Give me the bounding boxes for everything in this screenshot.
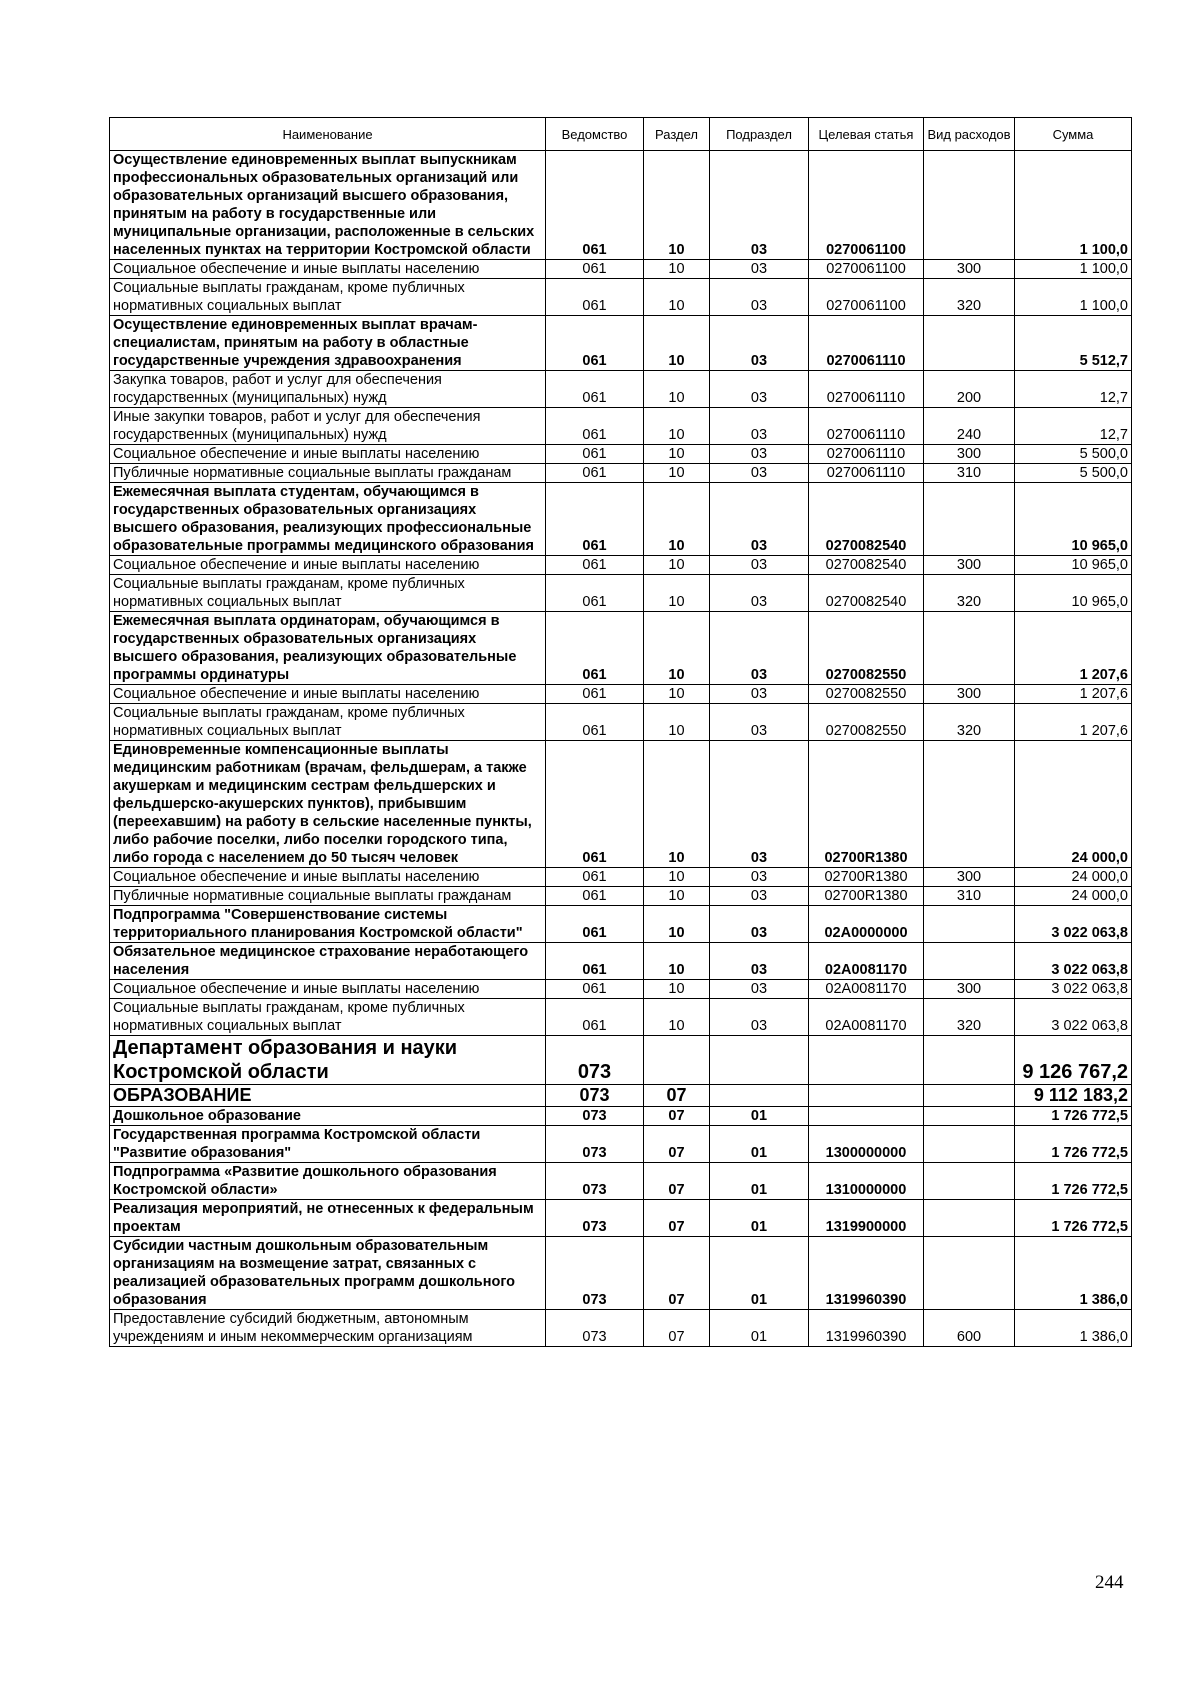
cell-section: 10 (644, 887, 710, 906)
cell-section: 10 (644, 408, 710, 445)
cell-dept: 061 (546, 887, 644, 906)
cell-dept: 073 (546, 1237, 644, 1310)
budget-table (109, 117, 1132, 1347)
cell-target: 1310000000 (809, 1163, 924, 1200)
cell-section: 10 (644, 704, 710, 741)
cell-type: 300 (924, 980, 1015, 999)
table-row (110, 408, 1132, 445)
table-row (110, 887, 1132, 906)
table-row (110, 1310, 1132, 1347)
cell-target: 1319960390 (809, 1237, 924, 1310)
cell-subsection: 01 (710, 1163, 809, 1200)
cell-subsection: 01 (710, 1200, 809, 1237)
cell-target (809, 1085, 924, 1107)
table-row (110, 316, 1132, 371)
cell-target: 02А0000000 (809, 906, 924, 943)
cell-dept: 061 (546, 371, 644, 408)
cell-dept: 061 (546, 906, 644, 943)
cell-type (924, 151, 1015, 260)
cell-name: ОБРАЗОВАНИЕ (110, 1085, 546, 1107)
cell-dept: 061 (546, 556, 644, 575)
cell-section: 07 (644, 1163, 710, 1200)
cell-subsection: 03 (710, 408, 809, 445)
cell-type: 300 (924, 868, 1015, 887)
cell-name: Осуществление единовременных выплат врачам-специалистам, принятым на работу в областные государственные учреждения здравоохранения (110, 316, 546, 371)
table-row (110, 464, 1132, 483)
cell-type: 600 (924, 1310, 1015, 1347)
table-row (110, 260, 1132, 279)
cell-target: 0270061110 (809, 408, 924, 445)
cell-dept: 073 (546, 1085, 644, 1107)
cell-subsection: 03 (710, 151, 809, 260)
cell-dept: 061 (546, 279, 644, 316)
cell-name: Публичные нормативные социальные выплаты гражданам (110, 464, 546, 483)
cell-type: 310 (924, 464, 1015, 483)
cell-sum: 3 022 063,8 (1015, 906, 1132, 943)
cell-dept: 061 (546, 612, 644, 685)
cell-target: 0270061110 (809, 464, 924, 483)
cell-dept: 061 (546, 943, 644, 980)
cell-subsection: 03 (710, 943, 809, 980)
table-row (110, 1126, 1132, 1163)
cell-name: Социальное обеспечение и иные выплаты населению (110, 556, 546, 575)
cell-type: 320 (924, 575, 1015, 612)
cell-section: 10 (644, 741, 710, 868)
table-row (110, 1200, 1132, 1237)
cell-target: 02А0081170 (809, 943, 924, 980)
cell-type (924, 1036, 1015, 1085)
cell-name: Закупка товаров, работ и услуг для обеспечения государственных (муниципальных) нужд (110, 371, 546, 408)
cell-subsection: 03 (710, 483, 809, 556)
cell-name: Социальные выплаты гражданам, кроме публичных нормативных социальных выплат (110, 999, 546, 1036)
cell-sum: 10 965,0 (1015, 556, 1132, 575)
cell-name: Ежемесячная выплата студентам, обучающимся в государственных образовательных организациях высшего образования, реализующих профессиональные образовательные программы медицинского образования (110, 483, 546, 556)
cell-name: Публичные нормативные социальные выплаты гражданам (110, 887, 546, 906)
cell-subsection: 03 (710, 279, 809, 316)
cell-target: 0270082550 (809, 612, 924, 685)
table-row (110, 943, 1132, 980)
cell-subsection: 03 (710, 887, 809, 906)
cell-section: 10 (644, 868, 710, 887)
cell-sum: 9 112 183,2 (1015, 1085, 1132, 1107)
cell-section: 07 (644, 1126, 710, 1163)
cell-section: 10 (644, 980, 710, 999)
cell-type (924, 612, 1015, 685)
cell-dept: 061 (546, 741, 644, 868)
cell-name: Социальное обеспечение и иные выплаты населению (110, 445, 546, 464)
cell-name: Дошкольное образование (110, 1107, 546, 1126)
cell-sum: 12,7 (1015, 371, 1132, 408)
cell-type: 300 (924, 260, 1015, 279)
header-row (110, 118, 1132, 151)
cell-type: 300 (924, 445, 1015, 464)
cell-type (924, 741, 1015, 868)
table-row (110, 868, 1132, 887)
cell-sum: 1 207,6 (1015, 685, 1132, 704)
cell-dept: 061 (546, 316, 644, 371)
cell-target (809, 1107, 924, 1126)
cell-type: 300 (924, 556, 1015, 575)
page-number: 244 (1095, 1572, 1124, 1593)
table-row (110, 556, 1132, 575)
cell-target: 02700R1380 (809, 868, 924, 887)
cell-name: Социальные выплаты гражданам, кроме публичных нормативных социальных выплат (110, 279, 546, 316)
cell-name: Субсидии частным дошкольным образовательным организациям на возмещение затрат, связанных с реализацией образовательных программ дошкольного образования (110, 1237, 546, 1310)
cell-section: 10 (644, 685, 710, 704)
cell-type: 310 (924, 887, 1015, 906)
cell-type (924, 1237, 1015, 1310)
table-row (110, 1163, 1132, 1200)
cell-type (924, 1085, 1015, 1107)
cell-target: 0270061100 (809, 260, 924, 279)
cell-name: Социальные выплаты гражданам, кроме публичных нормативных социальных выплат (110, 704, 546, 741)
cell-sum: 24 000,0 (1015, 887, 1132, 906)
header-type: Вид расходов (924, 118, 1015, 151)
cell-dept: 061 (546, 464, 644, 483)
cell-dept: 061 (546, 685, 644, 704)
table-row (110, 483, 1132, 556)
cell-target: 02А0081170 (809, 999, 924, 1036)
cell-subsection: 03 (710, 445, 809, 464)
cell-sum: 1 726 772,5 (1015, 1200, 1132, 1237)
cell-dept: 061 (546, 868, 644, 887)
cell-target: 0270061100 (809, 151, 924, 260)
table-row (110, 685, 1132, 704)
cell-sum: 10 965,0 (1015, 483, 1132, 556)
cell-section: 10 (644, 906, 710, 943)
cell-subsection: 03 (710, 556, 809, 575)
table-row (110, 741, 1132, 868)
cell-dept: 061 (546, 483, 644, 556)
cell-subsection: 01 (710, 1126, 809, 1163)
cell-type (924, 1107, 1015, 1126)
cell-name: Государственная программа Костромской области "Развитие образования" (110, 1126, 546, 1163)
cell-name: Социальное обеспечение и иные выплаты населению (110, 868, 546, 887)
table-row (110, 151, 1132, 260)
table-row (110, 575, 1132, 612)
table-row (110, 999, 1132, 1036)
cell-dept: 061 (546, 445, 644, 464)
cell-subsection: 03 (710, 260, 809, 279)
cell-target: 0270082540 (809, 556, 924, 575)
cell-subsection: 01 (710, 1310, 809, 1347)
cell-target: 0270082540 (809, 575, 924, 612)
table-row (110, 371, 1132, 408)
cell-subsection: 03 (710, 999, 809, 1036)
cell-dept: 073 (546, 1107, 644, 1126)
cell-section: 07 (644, 1237, 710, 1310)
table-row (110, 445, 1132, 464)
cell-subsection (710, 1036, 809, 1085)
cell-name: Ежемесячная выплата ординаторам, обучающимся в государственных образовательных организациях высшего образования, реализующих образовательные программы ординатуры (110, 612, 546, 685)
table-row (110, 704, 1132, 741)
cell-sum: 1 100,0 (1015, 151, 1132, 260)
header-dept: Ведомство (546, 118, 644, 151)
cell-target: 1319960390 (809, 1310, 924, 1347)
cell-section: 10 (644, 999, 710, 1036)
cell-sum: 5 500,0 (1015, 445, 1132, 464)
cell-name: Подпрограмма "Совершенствование системы территориального планирования Костромской области" (110, 906, 546, 943)
cell-target: 02700R1380 (809, 741, 924, 868)
cell-target: 0270082550 (809, 685, 924, 704)
cell-subsection: 01 (710, 1237, 809, 1310)
cell-name: Реализация мероприятий, не отнесенных к федеральным проектам (110, 1200, 546, 1237)
cell-type (924, 1126, 1015, 1163)
table-row (110, 906, 1132, 943)
cell-name: Иные закупки товаров, работ и услуг для обеспечения государственных (муниципальных) нужд (110, 408, 546, 445)
cell-sum: 1 207,6 (1015, 704, 1132, 741)
cell-dept: 061 (546, 980, 644, 999)
cell-sum: 24 000,0 (1015, 741, 1132, 868)
cell-target: 1319900000 (809, 1200, 924, 1237)
cell-type: 200 (924, 371, 1015, 408)
cell-type: 320 (924, 279, 1015, 316)
cell-name: Предоставление субсидий бюджетным, автономным учреждениям и иным некоммерческим организациям (110, 1310, 546, 1347)
cell-subsection: 03 (710, 704, 809, 741)
cell-section: 10 (644, 464, 710, 483)
cell-name: Социальное обеспечение и иные выплаты населению (110, 685, 546, 704)
cell-dept: 061 (546, 151, 644, 260)
cell-target: 02А0081170 (809, 980, 924, 999)
cell-sum: 5 512,7 (1015, 316, 1132, 371)
cell-subsection: 03 (710, 371, 809, 408)
table-row (110, 1107, 1132, 1126)
cell-section: 10 (644, 556, 710, 575)
cell-name: Обязательное медицинское страхование неработающего населения (110, 943, 546, 980)
cell-sum: 1 386,0 (1015, 1310, 1132, 1347)
cell-subsection: 01 (710, 1107, 809, 1126)
cell-name: Осуществление единовременных выплат выпускникам профессиональных образовательных организаций или образовательных организаций высшего образования, принятым на работу в государственные или муниципальные организации, расположенные в сельских населенных пунктах на территории Костромской области (110, 151, 546, 260)
cell-type (924, 1200, 1015, 1237)
cell-dept: 061 (546, 704, 644, 741)
cell-sum: 1 100,0 (1015, 279, 1132, 316)
cell-dept: 073 (546, 1310, 644, 1347)
cell-target: 0270082550 (809, 704, 924, 741)
cell-section: 07 (644, 1085, 710, 1107)
header-subsection: Подраздел (710, 118, 809, 151)
cell-sum: 12,7 (1015, 408, 1132, 445)
cell-target: 0270082540 (809, 483, 924, 556)
cell-subsection: 03 (710, 868, 809, 887)
cell-target (809, 1036, 924, 1085)
header-target: Целевая статья (809, 118, 924, 151)
cell-sum: 3 022 063,8 (1015, 980, 1132, 999)
cell-target: 0270061110 (809, 316, 924, 371)
cell-dept: 073 (546, 1200, 644, 1237)
cell-sum: 1 100,0 (1015, 260, 1132, 279)
cell-sum: 5 500,0 (1015, 464, 1132, 483)
cell-name: Социальные выплаты гражданам, кроме публичных нормативных социальных выплат (110, 575, 546, 612)
cell-subsection: 03 (710, 464, 809, 483)
cell-sum: 1 726 772,5 (1015, 1126, 1132, 1163)
cell-type (924, 1163, 1015, 1200)
cell-subsection: 03 (710, 741, 809, 868)
cell-type (924, 483, 1015, 556)
cell-subsection: 03 (710, 612, 809, 685)
table-row (110, 279, 1132, 316)
cell-target: 0270061110 (809, 445, 924, 464)
cell-name: Подпрограмма «Развитие дошкольного образования Костромской области» (110, 1163, 546, 1200)
cell-sum: 1 726 772,5 (1015, 1107, 1132, 1126)
cell-subsection (710, 1085, 809, 1107)
cell-section: 10 (644, 483, 710, 556)
cell-target: 0270061100 (809, 279, 924, 316)
cell-target: 02700R1380 (809, 887, 924, 906)
cell-name: Департамент образования и науки Костромской области (110, 1036, 546, 1085)
table-row (110, 980, 1132, 999)
cell-dept: 061 (546, 575, 644, 612)
cell-section: 10 (644, 279, 710, 316)
cell-sum: 3 022 063,8 (1015, 943, 1132, 980)
cell-section: 10 (644, 371, 710, 408)
cell-section: 07 (644, 1200, 710, 1237)
cell-subsection: 03 (710, 316, 809, 371)
cell-dept: 061 (546, 408, 644, 445)
cell-type: 300 (924, 685, 1015, 704)
cell-section: 10 (644, 260, 710, 279)
cell-type: 240 (924, 408, 1015, 445)
cell-sum: 1 386,0 (1015, 1237, 1132, 1310)
cell-section: 10 (644, 575, 710, 612)
cell-section: 10 (644, 151, 710, 260)
cell-name: Единовременные компенсационные выплаты медицинским работникам (врачам, фельдшерам, а также акушеркам и медицинским сестрам фельдшерских и фельдшерско-акушерских пунктов), прибывшим (переехавшим) на работу в сельские населенные пункты, либо рабочие поселки, либо поселки городского типа, либо города с населением до 50 тысяч человек (110, 741, 546, 868)
table-body (110, 151, 1132, 1347)
cell-dept: 061 (546, 999, 644, 1036)
cell-type (924, 906, 1015, 943)
cell-section: 07 (644, 1310, 710, 1347)
cell-subsection: 03 (710, 575, 809, 612)
cell-dept: 061 (546, 260, 644, 279)
cell-sum: 1 207,6 (1015, 612, 1132, 685)
cell-subsection: 03 (710, 685, 809, 704)
cell-type: 320 (924, 999, 1015, 1036)
cell-dept: 073 (546, 1036, 644, 1085)
cell-sum: 9 126 767,2 (1015, 1036, 1132, 1085)
cell-type: 320 (924, 704, 1015, 741)
cell-section: 10 (644, 612, 710, 685)
cell-name: Социальное обеспечение и иные выплаты населению (110, 980, 546, 999)
cell-section: 10 (644, 445, 710, 464)
cell-section: 07 (644, 1107, 710, 1126)
header-sum: Сумма (1015, 118, 1132, 151)
cell-target: 1300000000 (809, 1126, 924, 1163)
cell-type (924, 316, 1015, 371)
cell-subsection: 03 (710, 906, 809, 943)
cell-sum: 3 022 063,8 (1015, 999, 1132, 1036)
header-name: Наименование (110, 118, 546, 151)
cell-sum: 10 965,0 (1015, 575, 1132, 612)
cell-sum: 24 000,0 (1015, 868, 1132, 887)
cell-name: Социальное обеспечение и иные выплаты населению (110, 260, 546, 279)
table-row (110, 612, 1132, 685)
header-section: Раздел (644, 118, 710, 151)
cell-type (924, 943, 1015, 980)
cell-dept: 073 (546, 1163, 644, 1200)
cell-section: 10 (644, 316, 710, 371)
cell-subsection: 03 (710, 980, 809, 999)
cell-sum: 1 726 772,5 (1015, 1163, 1132, 1200)
table-row (110, 1237, 1132, 1310)
cell-target: 0270061110 (809, 371, 924, 408)
cell-section (644, 1036, 710, 1085)
table-row (110, 1085, 1132, 1107)
cell-section: 10 (644, 943, 710, 980)
table-row (110, 1036, 1132, 1085)
cell-dept: 073 (546, 1126, 644, 1163)
